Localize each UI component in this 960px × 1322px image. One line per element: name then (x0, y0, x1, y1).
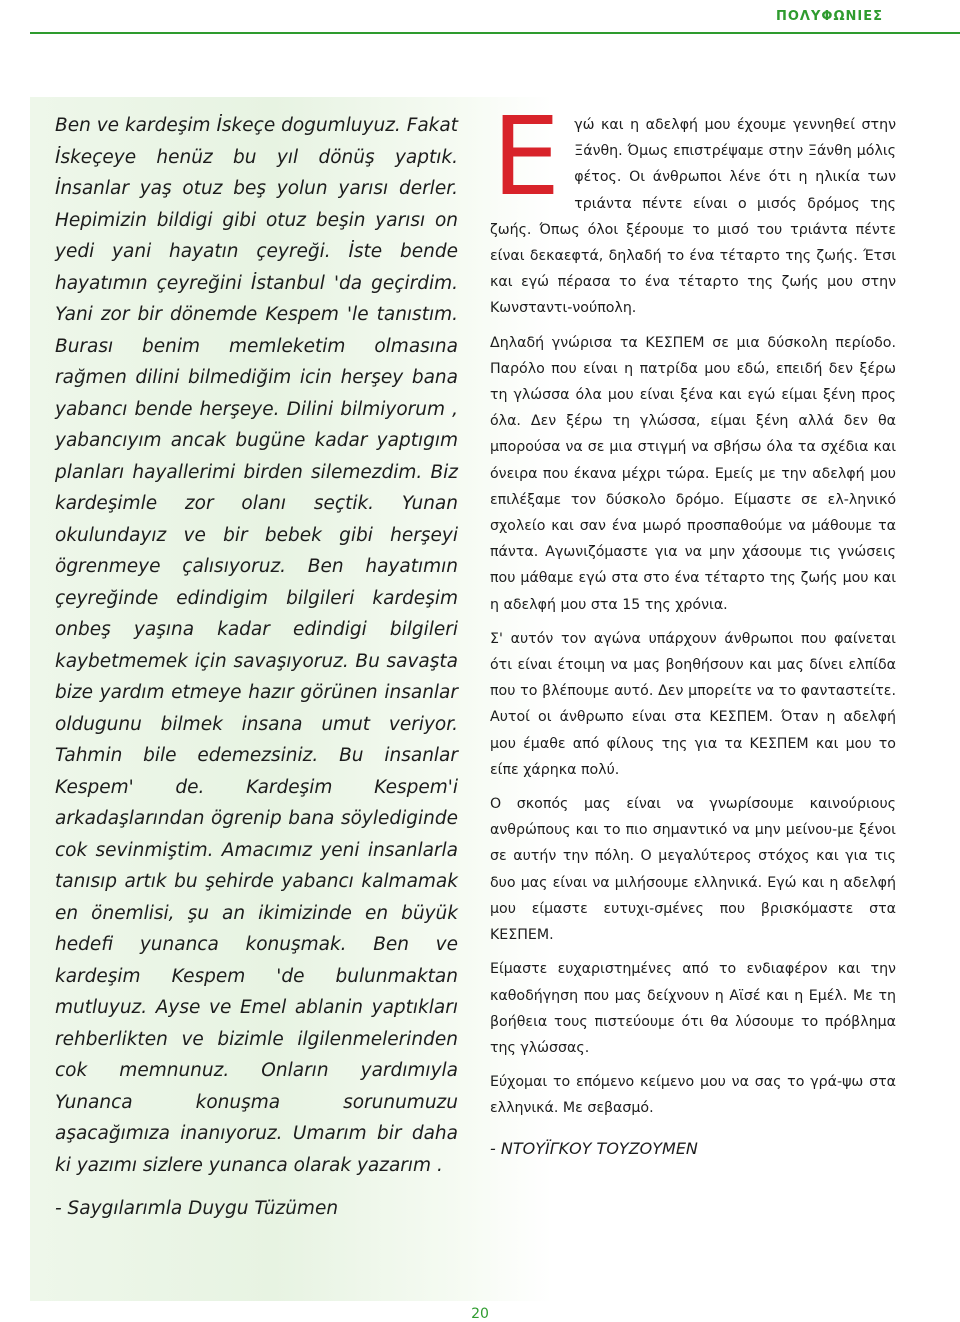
drop-cap: Ε (492, 95, 561, 220)
greek-paragraph-5: Είμαστε ευχαριστημένες από το ενδιαφέρον και την καθοδήγηση που μας δείχνουν η Αϊσέ και η Εμέλ. Με τη βοήθεια τους πιστεύουμε ότι θα λύσουμε το πρόβλημα της γλώσσας. (490, 961, 896, 1056)
greek-signature: - ΝΤΟΥΪΓΚΟΥ ΤΟΥΖΟΥΜΕΝ (490, 1138, 698, 1158)
greek-paragraph-2: Δηλαδή γνώρισα τα ΚΕΣΠΕΜ σε μια δύσκολη περίοδο. Παρόλο που είναι η πατρίδα μου εδώ, επειδή δεν ξέρω τη γλώσσα όλα μου είναι ξένα και εγώ είμαι ξένη προς όλα. Δεν ξέρω τη γλώσσα, είμαι ξένη αλλά δεν θα μπορούσα να σε μια στιγμή να σβήσω όλα τα σχέδια και όνειρα που έκανα μέχρι τώρα. Εμείς με την αδελφή μου επιλέξαμε τον δύσκολο δρόμο. Είμαστε σε ελ-ληνικό σχολείο και σαν ένα μωρό προσπαθούμε να μάθουμε τα πάντα. Αγωνιζόμαστε για να μην χάσουμε τις γνώσεις που μάθαμε εγώ στα στο ένα τέταρτο της ζωής μου και η αδελφή μου στα 15 της χρόνια. (490, 334, 896, 613)
page-number: 20 (471, 1306, 489, 1322)
header-divider (30, 32, 960, 34)
greek-paragraph-3: Σ' αυτόν τον αγώνα υπάρχουν άνθρωποι που φαίνεται ότι είναι έτοιμη να μας βοηθήσουν και μας δίνει ελπίδα που το βλέπουμε αυτό. Δεν μπορείτε να το φανταστείτε. Αυτοί οι άνθρωπο είναι στα ΚΕΣΠΕΜ. Όταν η αδελφή μου έμαθε από φίλους της για τα ΚΕΣΠΕΜ και μου το είπε χάρηκα πολύ. (490, 630, 896, 778)
greek-paragraph-6: Εύχομαι το επόμενο κείμενο μου να σας το γρά-ψω στα ελληνικά. Με σεβασμό. (490, 1074, 896, 1117)
greek-paragraph-1-text: γώ και η αδελφή μου έχουμε γεννηθεί στην Ξάνθη. Όμως επιστρέψαμε στην Ξάνθη μόλις φέτος. Οι άνθρωποι λένε ότι η ηλικία των τριάντα πέντε είναι ο μισός δρόμος της ζωής. Όπως όλοι ξέρουμε το μισό του τριάντα πέντε είναι δεκαεφτά, δηλαδή το ένα τέταρτο της ζωής. Έτσι και εγώ πέρασα το ένα τέταρτο της ζωής μου στην Κωνσταντι-νούπολη. (490, 117, 896, 317)
turkish-article-body: Ben ve kardeşim İskeçe dogumluyuz. Fakat İskeçeye henüz bu yıl dönüş yaptık. İnsanlar yaş otuz beş yolun yarısı derler. Hepimizin bildigi gibi otuz beşin yarısı on yedi yani hayatın çeyreği. İste bende hayatımın çeyreğini İstanbul 'da geçirdim. Yani zor bir dönemde Kespem 'le tanıstım. Burası benim memleketim olmasına rağmen dilini bilmediğim icin herşey bana yabancı bende herşeye. Dilini bilmiyorum , yabancıyım ancak bugüne kadar yaptıgım planları hayallerimi birden silemezdim. Biz kardeşimle zor olanı seçtik. Yunan okulundayız ve bir bebek gibi herşeyi ögrenmeye çalısıyoruz. Ben hayatımın çeyreğinde edindigim bilgileri kardeşim onbeş yaşına kadar edindigi bilgileri kaybetmemek için savaşıyoruz. Bu savaşta bize yardım etmeye hazır görünen insanlar oldugunu bilmek insana umut veriyor. Tahmin bile edemezsiniz. Bu insanlar Kespem' de. Kardeşim Kespem'i arkadaşlarından ögrenip bana söylediginde cok sevinmiştim. Amacımız yeni insanlarla tanısıp artık bu şehirde yabancı kalmamak en önemlisi, şu an ikimizinde en büyük hedefi yunanca konuşmak. Ben ve kardeşim Kespem 'de bulunmaktan mutluyuz. Ayse ve Emel ablanin yaptıkları rehberlikten ve bizimle ilgilenmelerinden cok memnunuz. Onların yardımıyla Yunanca konuşma sorunumuzu aşacağımıza inanıyoruz. Umarım bir daha ki yazımı sizlere yunanca olarak yazarım . (55, 115, 458, 1176)
magazine-title: ΠΟΛΥΦΩΝΙΕΣ (776, 9, 883, 24)
turkish-signature: - Saygılarımla Duygu Tüzümen (55, 1198, 339, 1219)
greek-paragraph-4: Ο σκοπός μας είναι να γνωρίσουμε καινούριους ανθρώπους και το πιο σημαντικό να μην μείνου-με ξένοι σε αυτήν την πόλη. Ο μεγαλύτερος στόχος και για τις δυο μας είναι να μιλήσουμε ελληνικά. Εγώ και η αδελφή μου είμαστε ευτυχι-σμένες που βρισκόμαστε στα ΚΕΣΠΕΜ. (490, 796, 896, 944)
greek-paragraph-1 (490, 95, 896, 322)
greek-article (490, 95, 896, 1170)
turkish-article (55, 110, 458, 1225)
